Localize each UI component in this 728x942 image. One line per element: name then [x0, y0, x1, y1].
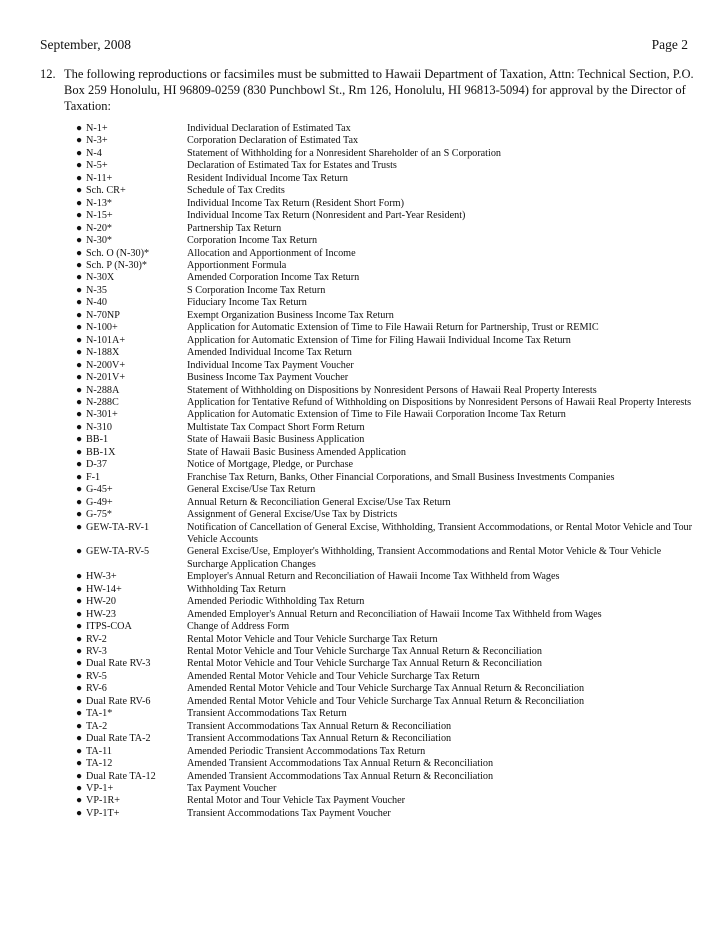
list-item [76, 808, 704, 820]
list-item [76, 210, 704, 222]
form-number-cell [76, 235, 187, 247]
form-description: Corporation Declaration of Estimated Tax [187, 135, 359, 147]
form-number: GEW-TA-RV-5 [86, 546, 150, 558]
bullet-icon: ● [76, 185, 83, 197]
form-number: F-1 [86, 471, 101, 483]
form-description: General Excise/Use, Employer's Withholding, Transient Accommodations and Rental Motor Vehicle & Tour Vehicle Surcharge Application Changes [187, 546, 662, 570]
bullet-icon: ● [76, 807, 83, 819]
form-number: TA-1* [86, 708, 113, 720]
item-12-paragraph [40, 66, 702, 114]
form-description: Schedule of Tax Credits [187, 185, 285, 197]
form-number: N-4 [86, 147, 102, 159]
form-description: Corporation Income Tax Return [187, 235, 318, 247]
form-number-cell [76, 646, 187, 658]
form-number-cell [76, 584, 187, 596]
bullet-icon: ● [76, 733, 83, 745]
form-number: TA-11 [86, 745, 112, 757]
form-number: Dual Rate RV-6 [86, 695, 151, 707]
form-number-cell [76, 223, 187, 235]
form-number: Dual Rate TA-12 [86, 770, 156, 782]
form-description: Individual Income Tax Return (Nonresident and Part-Year Resident) [187, 210, 466, 222]
form-number: N-40 [86, 297, 107, 309]
form-number: TA-2 [86, 720, 108, 732]
form-description: Business Income Tax Payment Voucher [187, 372, 349, 384]
list-item [76, 248, 704, 260]
form-description: Assignment of General Excise/Use Tax by Districts [187, 509, 398, 521]
form-number: G-75* [86, 509, 113, 521]
list-item [76, 385, 704, 397]
list-item [76, 472, 704, 484]
bullet-icon: ● [76, 521, 83, 533]
form-number: HW-20 [86, 596, 116, 608]
list-item [76, 634, 704, 646]
form-description: S Corporation Income Tax Return [187, 284, 326, 296]
list-item [76, 235, 704, 247]
list-item [76, 310, 704, 322]
form-number: BB-1 [86, 434, 109, 446]
form-number: N-1+ [86, 123, 108, 134]
form-number-cell [76, 372, 187, 384]
list-item [76, 609, 704, 621]
bullet-icon: ● [76, 596, 83, 608]
form-number-cell [76, 173, 187, 185]
form-description: Transient Accommodations Tax Return [187, 708, 347, 720]
form-number: RV-5 [86, 670, 107, 682]
form-number: N-11+ [86, 172, 113, 184]
form-number: N-20* [86, 222, 113, 234]
form-number-cell [76, 185, 187, 197]
list-item [76, 223, 704, 235]
form-description: Individual Income Tax Payment Voucher [187, 359, 354, 371]
bullet-icon: ● [76, 745, 83, 757]
form-number: N-70NP [86, 309, 120, 321]
bullet-icon: ● [76, 583, 83, 595]
form-description: Multistate Tax Compact Short Form Return [187, 421, 365, 433]
list-item [76, 347, 704, 359]
list-item [76, 260, 704, 272]
bullet-icon: ● [76, 160, 83, 172]
form-description: Rental Motor and Tour Vehicle Tax Payment Voucher [187, 795, 406, 807]
form-number: Sch. P (N-30)* [86, 259, 148, 271]
bullet-icon: ● [76, 347, 83, 359]
form-description: Declaration of Estimated Tax for Estates and Trusts [187, 160, 397, 172]
form-description: Exempt Organization Business Income Tax Return [187, 309, 394, 321]
bullet-icon: ● [76, 683, 83, 695]
list-item [76, 733, 704, 745]
list-item [76, 621, 704, 633]
list-item [76, 721, 704, 733]
form-number-cell [76, 123, 187, 135]
form-description: Notice of Mortgage, Pledge, or Purchase [187, 459, 354, 471]
bullet-icon: ● [76, 272, 83, 284]
bullet-icon: ● [76, 297, 83, 309]
form-number: HW-14+ [86, 583, 122, 595]
list-item [76, 658, 704, 670]
form-description: Change of Address Form [187, 621, 290, 633]
form-description: Allocation and Apportionment of Income [187, 247, 356, 259]
form-number: N-288C [86, 396, 119, 408]
form-number: N-301+ [86, 409, 118, 421]
list-item [76, 708, 704, 720]
form-number-cell [76, 634, 187, 646]
form-number-cell [76, 596, 187, 608]
form-number-cell [76, 746, 187, 758]
form-number-cell [76, 546, 187, 558]
list-item [76, 795, 704, 807]
list-item [76, 497, 704, 509]
bullet-icon: ● [76, 646, 83, 658]
form-description: Apportionment Formula [187, 259, 287, 271]
form-description: Application for Tentative Refund of Withholding on Dispositions by Nonresident Persons of Hawaii Real Property Interests [187, 396, 692, 408]
form-number: BB-1X [86, 446, 116, 458]
page-header [40, 36, 688, 54]
form-description: Amended Rental Motor Vehicle and Tour Vehicle Surcharge Tax Return [187, 670, 480, 682]
list-item [76, 696, 704, 708]
form-number-cell [76, 708, 187, 720]
form-description: Individual Income Tax Return (Resident Short Form) [187, 197, 404, 209]
list-item [76, 198, 704, 210]
bullet-icon: ● [76, 334, 83, 346]
form-number-cell [76, 447, 187, 459]
bullet-icon: ● [76, 608, 83, 620]
form-number: N-310 [86, 421, 113, 433]
form-number-cell [76, 459, 187, 471]
form-number-cell [76, 335, 187, 347]
list-item [76, 447, 704, 459]
form-number: N-35 [86, 284, 107, 296]
form-number-cell [76, 621, 187, 633]
bullet-icon: ● [76, 484, 83, 496]
bullet-icon: ● [76, 670, 83, 682]
list-item [76, 783, 704, 795]
form-description: Amended Employer's Annual Return and Reconciliation of Hawaii Income Tax Withheld from Wages [187, 608, 602, 620]
form-number-cell [76, 571, 187, 583]
form-number: N-200V+ [86, 359, 126, 371]
bullet-icon: ● [76, 123, 83, 134]
bullet-icon: ● [76, 284, 83, 296]
form-number: N-3+ [86, 135, 108, 147]
form-number-cell [76, 322, 187, 334]
form-description: State of Hawaii Basic Business Amended Application [187, 446, 406, 458]
form-description: Withholding Tax Return [187, 583, 286, 595]
form-number-cell [76, 135, 187, 147]
form-number-cell [76, 272, 187, 284]
list-item [76, 397, 704, 409]
list-item [76, 758, 704, 770]
form-number: RV-6 [86, 683, 107, 695]
form-description: Amended Periodic Transient Accommodations Tax Return [187, 745, 426, 757]
bullet-icon: ● [76, 446, 83, 458]
form-number: Sch. CR+ [86, 185, 126, 197]
form-number: Dual Rate TA-2 [86, 733, 151, 745]
form-number-cell [76, 297, 187, 309]
form-number: Dual Rate RV-3 [86, 658, 151, 670]
form-number: HW-3+ [86, 571, 117, 583]
bullet-icon: ● [76, 172, 83, 184]
bullet-icon: ● [76, 621, 83, 633]
form-number-cell [76, 771, 187, 783]
form-number: VP-1R+ [86, 795, 121, 807]
bullet-icon: ● [76, 147, 83, 159]
form-description: Partnership Tax Return [187, 222, 282, 234]
form-number-cell [76, 658, 187, 670]
list-item [76, 459, 704, 471]
bullet-icon: ● [76, 795, 83, 807]
bullet-icon: ● [76, 509, 83, 521]
bullet-icon: ● [76, 783, 83, 795]
form-number-cell [76, 397, 187, 409]
form-number-cell [76, 696, 187, 708]
form-number: ITPS-COA [86, 621, 132, 633]
list-item [76, 335, 704, 347]
bullet-icon: ● [76, 322, 83, 334]
list-item [76, 571, 704, 583]
form-number: G-49+ [86, 496, 113, 508]
bullet-icon: ● [76, 359, 83, 371]
bullet-icon: ● [76, 247, 83, 259]
form-description: Application for Automatic Extension of Time to File Hawaii Return for Partnership, Trust or REMIC [187, 322, 599, 334]
form-number: N-288A [86, 384, 120, 396]
form-number-cell [76, 758, 187, 770]
form-description: Application for Automatic Extension of Time to File Hawaii Corporation Income Tax Return [187, 409, 566, 421]
form-number-cell [76, 210, 187, 222]
form-number: D-37 [86, 459, 107, 471]
form-number-cell [76, 509, 187, 521]
form-number-cell [76, 671, 187, 683]
form-description: Amended Rental Motor Vehicle and Tour Vehicle Surcharge Tax Annual Return & Reconciliation [187, 695, 585, 707]
form-number-cell [76, 260, 187, 272]
bullet-icon: ● [76, 708, 83, 720]
bullet-icon: ● [76, 259, 83, 271]
list-item [76, 584, 704, 596]
list-item [76, 360, 704, 372]
item-number: 12. [40, 67, 56, 81]
list-item [76, 297, 704, 309]
form-number: Sch. O (N-30)* [86, 247, 150, 259]
form-description: Transient Accommodations Tax Annual Return & Reconciliation [187, 733, 452, 745]
bullet-icon: ● [76, 633, 83, 645]
bullet-icon: ● [76, 197, 83, 209]
list-item [76, 123, 704, 135]
form-description: Amended Periodic Withholding Tax Return [187, 596, 365, 608]
bullet-icon: ● [76, 770, 83, 782]
form-description: Rental Motor Vehicle and Tour Vehicle Surcharge Tax Annual Return & Reconciliation [187, 658, 542, 670]
form-number-cell [76, 248, 187, 260]
bullet-icon: ● [76, 571, 83, 583]
form-number-cell [76, 522, 187, 534]
form-number-cell [76, 160, 187, 172]
form-description: Franchise Tax Return, Banks, Other Financial Corporations, and Small Business Investments Companies [187, 471, 615, 483]
list-item [76, 173, 704, 185]
bullet-icon: ● [76, 409, 83, 421]
bullet-icon: ● [76, 720, 83, 732]
form-number-cell [76, 683, 187, 695]
form-number-cell [76, 198, 187, 210]
list-item [76, 522, 704, 547]
bullet-icon: ● [76, 372, 83, 384]
form-number-cell [76, 422, 187, 434]
bullet-icon: ● [76, 235, 83, 247]
form-description: Statement of Withholding for a Nonresident Shareholder of an S Corporation [187, 147, 502, 159]
forms-list [76, 123, 704, 820]
form-number-cell [76, 385, 187, 397]
list-item [76, 646, 704, 658]
form-description: Amended Transient Accommodations Tax Annual Return & Reconciliation [187, 770, 494, 782]
list-item [76, 422, 704, 434]
form-number-cell [76, 310, 187, 322]
form-number: GEW-TA-RV-1 [86, 521, 150, 533]
form-description: Amended Corporation Income Tax Return [187, 272, 360, 284]
form-number-cell [76, 795, 187, 807]
form-description: Tax Payment Voucher [187, 783, 277, 795]
form-number: N-5+ [86, 160, 108, 172]
bullet-icon: ● [76, 459, 83, 471]
form-description: Annual Return & Reconciliation General Excise/Use Tax Return [187, 496, 451, 508]
form-description: Individual Declaration of Estimated Tax [187, 123, 351, 134]
form-number: VP-1T+ [86, 807, 120, 819]
list-item [76, 135, 704, 147]
bullet-icon: ● [76, 434, 83, 446]
bullet-icon: ● [76, 546, 83, 558]
form-description: Amended Individual Income Tax Return [187, 347, 352, 359]
list-item [76, 546, 704, 571]
form-number: N-201V+ [86, 372, 126, 384]
form-number: N-15+ [86, 210, 113, 222]
form-description: Statement of Withholding on Dispositions by Nonresident Persons of Hawaii Real Property Interests [187, 384, 597, 396]
bullet-icon: ● [76, 758, 83, 770]
form-number-cell [76, 609, 187, 621]
form-number: N-30* [86, 235, 113, 247]
form-description: Fiduciary Income Tax Return [187, 297, 307, 309]
form-number: TA-12 [86, 758, 113, 770]
form-description: State of Hawaii Basic Business Application [187, 434, 365, 446]
form-number: VP-1+ [86, 783, 114, 795]
form-description: Rental Motor Vehicle and Tour Vehicle Surcharge Tax Annual Return & Reconciliation [187, 646, 542, 658]
form-number-cell [76, 484, 187, 496]
bullet-icon: ● [76, 222, 83, 234]
bullet-icon: ● [76, 210, 83, 222]
form-number-cell [76, 721, 187, 733]
form-number-cell [76, 434, 187, 446]
list-item [76, 596, 704, 608]
list-item [76, 185, 704, 197]
list-item [76, 771, 704, 783]
form-description: Resident Individual Income Tax Return [187, 172, 348, 184]
form-number-cell [76, 808, 187, 820]
form-number-cell [76, 783, 187, 795]
form-description: General Excise/Use Tax Return [187, 484, 316, 496]
list-item [76, 746, 704, 758]
header-date: September, 2008 [40, 37, 131, 52]
form-number-cell [76, 733, 187, 745]
form-number: N-30X [86, 272, 115, 284]
bullet-icon: ● [76, 396, 83, 408]
form-number-cell [76, 285, 187, 297]
form-description: Rental Motor Vehicle and Tour Vehicle Surcharge Tax Return [187, 633, 438, 645]
form-description: Transient Accommodations Tax Payment Voucher [187, 807, 391, 819]
form-description: Amended Transient Accommodations Tax Annual Return & Reconciliation [187, 758, 494, 770]
form-number: N-13* [86, 197, 113, 209]
form-number-cell [76, 148, 187, 160]
form-number: RV-3 [86, 646, 107, 658]
bullet-icon: ● [76, 135, 83, 147]
list-item [76, 372, 704, 384]
form-description: Application for Automatic Extension of Time for Filing Hawaii Individual Income Tax Return [187, 334, 571, 346]
form-number: N-100+ [86, 322, 118, 334]
form-number-cell [76, 497, 187, 509]
form-description: Amended Rental Motor Vehicle and Tour Vehicle Surcharge Tax Annual Return & Reconciliation [187, 683, 585, 695]
list-item [76, 322, 704, 334]
list-item [76, 484, 704, 496]
list-item [76, 509, 704, 521]
bullet-icon: ● [76, 309, 83, 321]
form-description: Transient Accommodations Tax Annual Return & Reconciliation [187, 720, 452, 732]
list-item [76, 160, 704, 172]
list-item [76, 671, 704, 683]
form-number: HW-23 [86, 608, 116, 620]
bullet-icon: ● [76, 384, 83, 396]
list-item [76, 409, 704, 421]
form-number: G-45+ [86, 484, 113, 496]
form-number-cell [76, 409, 187, 421]
form-number: N-101A+ [86, 334, 126, 346]
form-number: N-188X [86, 347, 120, 359]
list-item [76, 683, 704, 695]
form-number: RV-2 [86, 633, 107, 645]
list-item [76, 272, 704, 284]
list-item [76, 285, 704, 297]
item-text: The following reproductions or facsimiles must be submitted to Hawaii Department of Taxation, Attn: Technical Section, P.O. Box 259 Honolulu, HI 96809-0259 (830 Punchbowl St., Rm 126, Honolulu, HI 96813-5094) for approval by the Director of Taxation: [64, 67, 694, 113]
header-page-number: Page 2 [651, 37, 688, 52]
form-number-cell [76, 347, 187, 359]
form-description: Employer's Annual Return and Reconciliation of Hawaii Income Tax Withheld from Wages [187, 571, 560, 583]
list-item [76, 148, 704, 160]
bullet-icon: ● [76, 471, 83, 483]
form-number-cell [76, 360, 187, 372]
list-item [76, 434, 704, 446]
bullet-icon: ● [76, 695, 83, 707]
bullet-icon: ● [76, 496, 83, 508]
bullet-icon: ● [76, 421, 83, 433]
form-number-cell [76, 472, 187, 484]
bullet-icon: ● [76, 658, 83, 670]
form-description: Notification of Cancellation of General Excise, Withholding, Transient Accommodations, or Rental Motor Vehicle and Tour Vehicle Accounts [187, 521, 693, 545]
